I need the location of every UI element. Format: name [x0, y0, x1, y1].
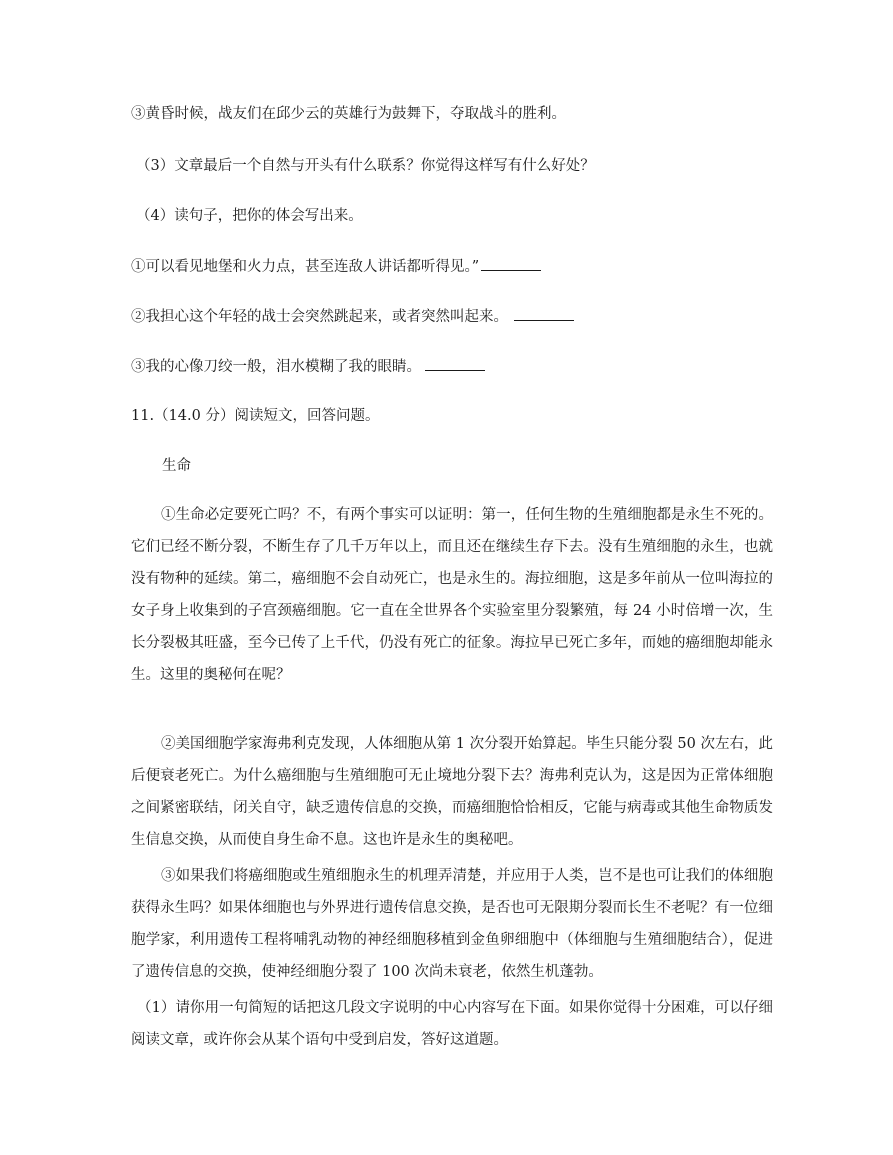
sentence-text: ②我担心这个年轻的战士会突然跳起来，或者突然叫起来。 — [131, 309, 508, 325]
sentence-with-blank — [131, 306, 574, 327]
answer-blank[interactable] — [425, 356, 485, 371]
passage-paragraph: ③如果我们将癌细胞或生殖细胞永生的机理弄清楚，并应用于人类，岂不是也可让我们的体细胞获得永生吗？如果体细胞也与外界进行遗传信息交换，是否也可无限期分裂而长生不老呢？有一位细胞学家，利用遗传工程将哺乳动物的神经细胞移植到金鱼卵细胞中（体细胞与生殖细胞结合），促进了遗传信息的交换，使神经细胞分裂了 100 次尚未衰老，依然生机蓬勃。 — [131, 868, 773, 980]
answer-blank[interactable] — [514, 306, 574, 321]
question-header: 11.（14.0 分）阅读短文，回答问题。 — [131, 408, 380, 424]
sentence-text: ①可以看见地堡和火力点，甚至连敌人讲话都听得见。” — [131, 259, 480, 275]
sentence-with-blank — [131, 256, 541, 277]
sentence-with-blank — [131, 356, 485, 377]
sub-question: （4）读句子，把你的体会写出来。 — [136, 208, 363, 224]
passage-paragraph: ②美国细胞学家海弗利克发现，人体细胞从第 1 次分裂开始算起。毕生只能分裂 50 次左右，此后便衰老死亡。为什么癌细胞与生殖细胞可无止境地分裂下去？海弗利克认为，这是因为正常体细胞之间紧密联结，闭关自守，缺乏遗传信息的交换，而癌细胞恰恰相反，它能与病毒或其他生命物质发生信息交换，从而使自身生命不息。这也许是永生的奥秘吧。 — [131, 736, 773, 848]
passage-paragraph: ①生命必定要死亡吗？不，有两个事实可以证明：第一，任何生物的生殖细胞都是永生不死的。它们已经不断分裂，不断生存了几千万年以上，而且还在继续生存下去。没有生殖细胞的永生，也就没有物种的延续。第二，癌细胞不会自动死亡，也是永生的。海拉细胞，这是多年前从一位叫海拉的女子身上收集到的子宫颈癌细胞。它一直在全世界各个实验室里分裂繁殖，每 24 小时倍增一次，生长分裂极其旺盛，至今已传了上千代，仍没有死亡的征象。海拉早已死亡多年，而她的癌细胞却能永生。这里的奥秘何在呢？ — [131, 507, 773, 683]
sub-question: （3）文章最后一个自然与开头有什么联系？你觉得这样写有什么好处？ — [136, 158, 595, 174]
passage-title: 生命 — [162, 458, 191, 474]
answer-blank[interactable] — [481, 256, 541, 271]
sentence-text: ③我的心像刀绞一般，泪水模糊了我的眼睛。 — [131, 359, 421, 375]
sub-question: （1）请你用一句简短的话把这几段文字说明的中心内容写在下面。如果你觉得十分困难，可以仔细阅读文章，或许你会从某个语句中受到启发，答好这道题。 — [131, 1000, 773, 1048]
question-item: ③黄昏时候，战友们在邱少云的英雄行为鼓舞下，夺取战斗的胜利。 — [131, 106, 566, 122]
